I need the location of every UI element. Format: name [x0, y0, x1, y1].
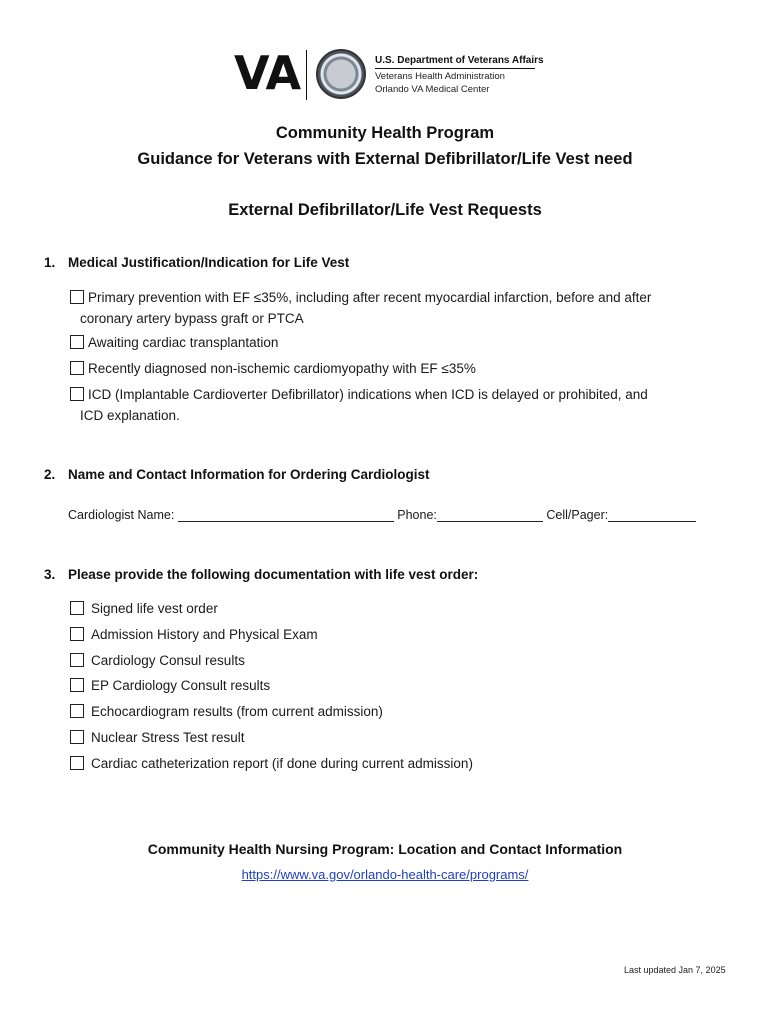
section-3-heading	[44, 567, 478, 582]
checkbox[interactable]	[70, 756, 84, 770]
section-number: 3.	[44, 567, 56, 582]
documentation-item	[70, 754, 473, 774]
indication-item-continued: coronary artery bypass graft or PTCA	[80, 311, 304, 326]
item-label: EP Cardiology Consult results	[91, 678, 271, 693]
program-title: Community Health Program	[275, 124, 495, 142]
program-link-container	[0, 867, 770, 882]
section-number: 2.	[44, 467, 56, 482]
facility-name: Orlando VA Medical Center	[375, 84, 490, 95]
indication-item	[70, 333, 278, 353]
item-label: Cardiac catheterization report (if done during current admission)	[91, 756, 473, 771]
requests-title: External Defibrillator/Life Vest Requests	[228, 201, 542, 219]
contact-info-heading: Community Health Nursing Program: Location and Contact Information	[147, 841, 623, 857]
va-seal-icon	[316, 49, 366, 99]
org-name: U.S. Department of Veterans Affairs	[375, 55, 544, 66]
documentation-item	[70, 728, 245, 748]
cardiologist-name-label: Cardiologist Name:	[68, 508, 175, 522]
program-link[interactable]: https://www.va.gov/orlando-health-care/programs/	[241, 867, 529, 882]
checkbox[interactable]	[70, 290, 84, 304]
cell-pager-field[interactable]	[608, 507, 696, 522]
indication-item-continued: ICD explanation.	[80, 408, 180, 423]
item-label: Cardiology Consul results	[91, 653, 245, 668]
checkbox[interactable]	[70, 730, 84, 744]
va-logo: VA	[234, 46, 301, 100]
documentation-item	[70, 676, 270, 696]
checkbox[interactable]	[70, 601, 84, 615]
logo-divider	[306, 50, 307, 100]
item-label: Awaiting cardiac transplantation	[88, 335, 279, 350]
cell-pager-label: Cell/Pager:	[546, 508, 609, 522]
item-label: Echocardiogram results (from current admission)	[91, 704, 383, 719]
indication-item	[70, 359, 476, 379]
documentation-item	[70, 651, 245, 671]
checkbox[interactable]	[70, 678, 84, 692]
documentation-item	[70, 702, 383, 722]
item-label: Signed life vest order	[91, 601, 218, 616]
indication-item	[70, 288, 651, 308]
last-updated: Last updated Jan 7, 2025	[624, 965, 726, 975]
section-title: Medical Justification/Indication for Life Vest	[68, 255, 350, 270]
section-2-heading	[44, 467, 430, 482]
item-label: Nuclear Stress Test result	[91, 730, 245, 745]
documentation-item	[70, 599, 218, 619]
cardiologist-name-field[interactable]	[178, 507, 394, 522]
phone-field[interactable]	[437, 507, 543, 522]
checkbox[interactable]	[70, 627, 84, 641]
section-1-heading	[44, 255, 349, 270]
section-title: Please provide the following documentation with life vest order:	[68, 567, 479, 582]
guidance-title: Guidance for Veterans with External Defibrillator/Life Vest need	[137, 150, 633, 168]
documentation-item	[70, 625, 318, 645]
checkbox[interactable]	[70, 361, 84, 375]
item-label: Primary prevention with EF ≤35%, including after recent myocardial infarction, before and after	[88, 290, 652, 305]
indication-item	[70, 385, 648, 405]
checkbox[interactable]	[70, 335, 84, 349]
checkbox[interactable]	[70, 653, 84, 667]
phone-label: Phone:	[397, 508, 437, 522]
checkbox[interactable]	[70, 704, 84, 718]
item-label: Recently diagnosed non-ischemic cardiomyopathy with EF ≤35%	[88, 361, 476, 376]
org-subname: Veterans Health Administration	[375, 71, 505, 82]
checkbox[interactable]	[70, 387, 84, 401]
item-label: Admission History and Physical Exam	[91, 627, 318, 642]
org-underline	[375, 68, 535, 69]
cardiologist-contact-row	[68, 507, 696, 522]
section-number: 1.	[44, 255, 56, 270]
item-label: ICD (Implantable Cardioverter Defibrillator) indications when ICD is delayed or prohibited, and	[88, 387, 648, 402]
section-title: Name and Contact Information for Ordering Cardiologist	[68, 467, 430, 482]
